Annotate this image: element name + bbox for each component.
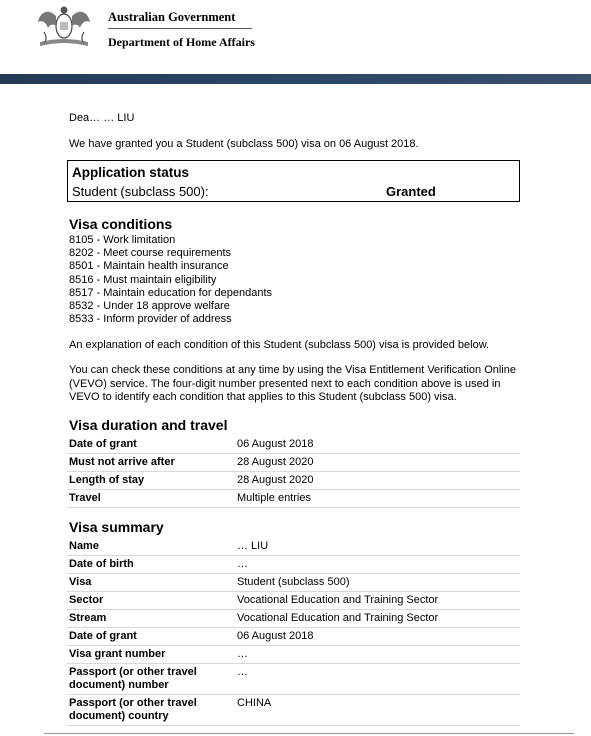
condition-code: 8516 (69, 273, 94, 286)
row-label: Stream (67, 610, 235, 628)
row-value: 06 August 2018 (235, 436, 520, 454)
visa-summary-table (67, 538, 520, 726)
condition-text: Meet course requirements (103, 247, 232, 260)
row-label: Date of grant (67, 436, 235, 454)
row-value: 28 August 2020 (235, 472, 520, 490)
row-label: Visa grant number (67, 646, 235, 664)
header-bar (0, 74, 591, 84)
application-status-visa: Student (subclass 500): (72, 184, 209, 199)
row-label: Name (67, 538, 235, 556)
row-value: … (235, 646, 520, 664)
table-row (67, 646, 520, 664)
condition-item: 8533 - Inform provider of address (69, 313, 232, 326)
row-value: Vocational Education and Training Sector (235, 592, 520, 610)
condition-code: 8532 (69, 300, 94, 313)
row-label: Date of birth (67, 556, 235, 574)
conditions-explanation: An explanation of each condition of this Student (subclass 500) visa is provided below. (69, 339, 490, 351)
row-value: 28 August 2020 (235, 454, 520, 472)
row-label: Passport (or other travel document) country (67, 695, 235, 726)
government-name: Australian Government (108, 10, 236, 24)
table-row (67, 628, 520, 646)
row-value: … LIU (235, 538, 520, 556)
visa-summary-heading: Visa summary (69, 519, 164, 535)
condition-code: 8202 (69, 247, 94, 260)
salutation: Dea… … LIU (69, 112, 135, 124)
visa-duration-heading: Visa duration and travel (69, 417, 228, 433)
vevo-paragraph: You can check these conditions at any time by using the Visa Entitlement Verification Online (VEVO) service. The four-digit number presented next to each condition above is used in VEVO to identify each condition that applies to this Student (subclass 500) visa. (69, 364, 516, 403)
condition-code: 8517 (69, 286, 94, 299)
row-label: Passport (or other travel document) number (67, 664, 235, 695)
condition-text: Maintain health insurance (103, 260, 229, 273)
application-status-heading: Application status (72, 165, 190, 180)
condition-code: 8105 (69, 234, 94, 246)
condition-text: Under 18 approve welfare (103, 300, 230, 313)
visa-duration-table (67, 436, 520, 508)
application-status-box (67, 160, 520, 202)
condition-code: 8533 (69, 313, 94, 326)
table-row (67, 556, 520, 574)
condition-item: 8517 - Maintain education for dependants (69, 286, 273, 299)
row-label: Travel (67, 490, 235, 508)
application-status-value: Granted (386, 184, 436, 199)
row-value: Multiple entries (235, 490, 520, 508)
condition-text: Must maintain eligibility (103, 273, 217, 286)
condition-text: Inform provider of address (103, 313, 232, 326)
table-row (67, 664, 520, 695)
header-divider (108, 28, 252, 29)
footer-divider (44, 733, 574, 734)
table-row (67, 490, 520, 508)
condition-item: 8202 - Meet course requirements (69, 247, 232, 260)
row-label: Must not arrive after (67, 454, 235, 472)
condition-text: Maintain education for dependants (103, 286, 273, 299)
condition-item: 8516 - Must maintain eligibility (69, 273, 217, 286)
condition-text: Work limitation (103, 234, 176, 246)
condition-item: 8532 - Under 18 approve welfare (69, 300, 230, 313)
table-row (67, 695, 520, 726)
table-row (67, 436, 520, 454)
table-row (67, 538, 520, 556)
row-value: … (235, 556, 520, 574)
condition-item: 8105 - Work limitation (69, 234, 176, 246)
table-row (67, 574, 520, 592)
table-row (67, 472, 520, 490)
row-value: Student (subclass 500) (235, 574, 520, 592)
row-label: Visa (67, 574, 235, 592)
table-row (67, 610, 520, 628)
row-value: … (235, 664, 520, 695)
row-label: Date of grant (67, 628, 235, 646)
table-row (67, 592, 520, 610)
department-name: Department of Home Affairs (108, 35, 255, 49)
row-value: Vocational Education and Training Sector (235, 610, 520, 628)
row-label: Length of stay (67, 472, 235, 490)
coat-of-arms-icon (34, 2, 94, 50)
row-value: 06 August 2018 (235, 628, 520, 646)
visa-conditions-heading: Visa conditions (69, 216, 173, 232)
visa-conditions-list (69, 234, 272, 326)
row-label: Sector (67, 592, 235, 610)
table-row (67, 454, 520, 472)
condition-item: 8501 - Maintain health insurance (69, 260, 229, 273)
condition-code: 8501 (69, 260, 94, 273)
row-value: CHINA (235, 695, 520, 726)
grant-message: We have granted you a Student (subclass 500) visa on 06 August 2018. (69, 138, 419, 150)
